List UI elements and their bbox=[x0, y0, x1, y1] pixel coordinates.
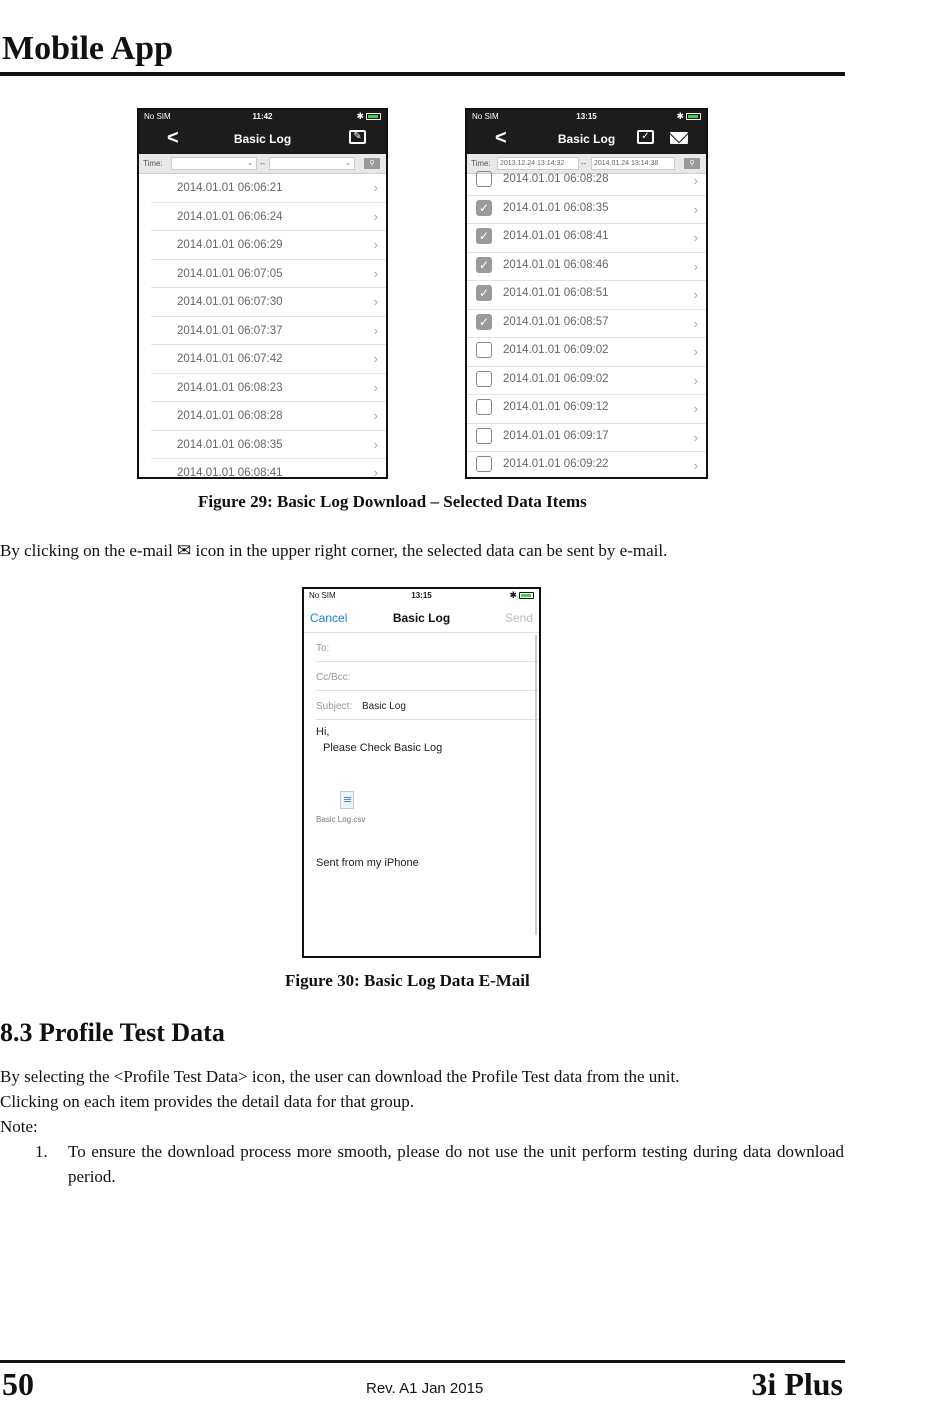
status-bar bbox=[467, 110, 706, 124]
chevron-right-icon: › bbox=[373, 436, 378, 452]
revision-label: Rev. A1 Jan 2015 bbox=[366, 1380, 484, 1397]
subject-field[interactable] bbox=[316, 691, 539, 720]
cc-label: Cc/Bcc: bbox=[316, 672, 351, 683]
battery-icon bbox=[366, 113, 381, 120]
nav-bar bbox=[467, 124, 706, 154]
nav-title: Basic Log bbox=[557, 132, 616, 146]
bluetooth-icon: ✱ bbox=[356, 111, 364, 121]
section-line-2: Clicking on each item provides the detail data for that group. bbox=[0, 1092, 415, 1111]
select-all-icon[interactable]: ✓ bbox=[637, 130, 654, 144]
time-label: Time: bbox=[471, 159, 491, 168]
log-entry-date: 2014.01.01 06:06:24 bbox=[177, 210, 283, 223]
chevron-down-icon: ⌄ bbox=[247, 160, 253, 167]
subject-value: Basic Log bbox=[362, 701, 406, 712]
cancel-button[interactable]: Cancel bbox=[310, 611, 348, 625]
battery-icon bbox=[686, 113, 701, 120]
log-entry-date: 2014.01.01 06:08:35 bbox=[503, 201, 609, 214]
chevron-right-icon: › bbox=[373, 294, 378, 309]
log-entry-row[interactable] bbox=[467, 452, 706, 479]
chevron-right-icon: › bbox=[693, 458, 698, 473]
log-entry-row[interactable] bbox=[467, 395, 706, 424]
log-entry-row[interactable] bbox=[467, 224, 706, 253]
chevron-right-icon: › bbox=[693, 315, 698, 331]
unchecked-box-icon[interactable] bbox=[476, 171, 492, 187]
bluetooth-icon: ✱ bbox=[509, 590, 517, 600]
log-entry-date: 2014.01.01 06:08:28 bbox=[503, 173, 609, 185]
page-title: Mobile App bbox=[2, 30, 173, 67]
log-entry-row[interactable] bbox=[151, 317, 386, 346]
log-entry-date: 2014.01.01 06:07:37 bbox=[177, 324, 283, 337]
checked-box-icon[interactable]: ✓ bbox=[476, 314, 492, 330]
chevron-right-icon: › bbox=[373, 465, 378, 479]
section-heading: 8.3 Profile Test Data bbox=[0, 1018, 225, 1047]
unchecked-box-icon[interactable] bbox=[476, 371, 492, 387]
nav-title: Basic Log bbox=[233, 132, 292, 146]
log-entry-date: 2014.01.01 06:09:22 bbox=[503, 458, 609, 470]
signature: Sent from my iPhone bbox=[316, 857, 419, 869]
time-from-value: 2013.12.24 13:14:32 bbox=[500, 160, 565, 167]
checked-box-icon[interactable]: ✓ bbox=[476, 257, 492, 273]
chevron-right-icon: › bbox=[373, 237, 378, 252]
chevron-right-icon: › bbox=[693, 173, 698, 188]
unchecked-box-icon[interactable] bbox=[476, 342, 492, 358]
section-line-1: By selecting the <Profile Test Data> icon, the user can download the Profile Test data from the unit. bbox=[0, 1067, 680, 1086]
note-text: To ensure the download process more smooth, please do not use the unit perform testing during data download period. bbox=[68, 1142, 844, 1186]
checked-box-icon[interactable]: ✓ bbox=[476, 285, 492, 301]
page-number: 50 bbox=[2, 1366, 34, 1402]
chevron-down-icon: ⌄ bbox=[345, 160, 351, 167]
time-from-select[interactable] bbox=[171, 157, 257, 170]
log-entry-row[interactable] bbox=[151, 174, 386, 203]
log-entry-row[interactable] bbox=[151, 459, 386, 479]
clock: 13:15 bbox=[411, 591, 432, 600]
log-entry-row[interactable] bbox=[467, 281, 706, 310]
note-label: Note: bbox=[0, 1117, 38, 1136]
chevron-right-icon: › bbox=[373, 265, 378, 281]
to-label: To: bbox=[316, 643, 330, 654]
log-entry-date: 2014.01.01 06:08:57 bbox=[503, 315, 609, 328]
time-label: Time: bbox=[143, 159, 163, 168]
log-entry-row[interactable] bbox=[151, 345, 386, 374]
subject-label: Subject: bbox=[316, 701, 353, 712]
chevron-right-icon: › bbox=[373, 379, 378, 395]
search-icon[interactable]: ⚲ bbox=[684, 158, 700, 169]
log-entry-row[interactable] bbox=[151, 431, 386, 460]
time-filter-bar bbox=[139, 154, 386, 174]
chevron-right-icon: › bbox=[373, 180, 378, 195]
product-name: 3i Plus bbox=[751, 1366, 843, 1402]
log-entry-row[interactable] bbox=[467, 338, 706, 367]
chevron-right-icon: › bbox=[693, 201, 698, 217]
log-entry-date: 2014.01.01 06:08:41 bbox=[177, 467, 283, 479]
time-to-select[interactable] bbox=[269, 157, 355, 170]
log-entry-row[interactable] bbox=[151, 288, 386, 317]
chevron-right-icon: › bbox=[373, 208, 378, 224]
log-entry-row[interactable] bbox=[467, 253, 706, 282]
log-entry-date: 2014.01.01 06:09:12 bbox=[503, 401, 609, 413]
search-icon[interactable]: ⚲ bbox=[364, 158, 380, 169]
back-chevron-icon[interactable]: < bbox=[167, 127, 179, 149]
status-bar bbox=[139, 110, 386, 124]
chevron-right-icon: › bbox=[373, 322, 378, 338]
body-text: Please Check Basic Log bbox=[323, 742, 443, 754]
mail-title: Basic Log bbox=[392, 611, 451, 625]
battery-icon bbox=[519, 592, 534, 599]
chevron-right-icon: › bbox=[693, 230, 698, 245]
range-dash: -- bbox=[581, 159, 587, 168]
log-entry-row[interactable] bbox=[151, 402, 386, 431]
log-entry-date: 2014.01.01 06:07:30 bbox=[177, 296, 283, 308]
range-dash: -- bbox=[260, 159, 266, 168]
chevron-right-icon: › bbox=[693, 401, 698, 416]
carrier-label: No SIM bbox=[144, 112, 171, 121]
log-list bbox=[467, 167, 706, 479]
nav-bar bbox=[139, 124, 386, 154]
log-entry-row[interactable] bbox=[467, 424, 706, 453]
figure-29-caption: Figure 29: Basic Log Download – Selected Data Items bbox=[198, 492, 587, 511]
note-number: 1. bbox=[35, 1142, 48, 1161]
email-icon[interactable] bbox=[670, 132, 688, 144]
email-paragraph: By clicking on the e-mail ✉ icon in the upper right corner, the selected data can be sent by e-mail. bbox=[0, 541, 668, 560]
bluetooth-icon: ✱ bbox=[676, 111, 684, 121]
clock: 11:42 bbox=[252, 112, 273, 121]
chevron-right-icon: › bbox=[693, 429, 698, 445]
back-chevron-icon[interactable]: < bbox=[495, 127, 507, 149]
chevron-right-icon: › bbox=[693, 258, 698, 274]
log-entry-row[interactable] bbox=[151, 231, 386, 260]
log-entry-date: 2014.01.01 06:08:28 bbox=[177, 410, 283, 422]
log-list bbox=[139, 174, 386, 479]
attachment-name[interactable]: Basic Log.csv bbox=[316, 815, 366, 824]
carrier-label: No SIM bbox=[472, 112, 499, 121]
log-entry-row[interactable] bbox=[151, 260, 386, 289]
greeting: Hi, bbox=[316, 726, 330, 738]
chevron-right-icon: › bbox=[693, 344, 698, 359]
log-entry-row[interactable] bbox=[151, 374, 386, 403]
log-entry-date: 2014.01.01 06:08:51 bbox=[503, 287, 609, 299]
status-bar bbox=[304, 589, 539, 603]
mail-header bbox=[304, 603, 539, 633]
chevron-right-icon: › bbox=[373, 408, 378, 423]
time-to-value: 2014.01.24 13:14:38 bbox=[594, 160, 659, 167]
log-entry-row[interactable] bbox=[467, 310, 706, 339]
carrier-label: No SIM bbox=[309, 591, 336, 600]
to-field[interactable] bbox=[316, 633, 539, 662]
log-entry-date: 2014.01.01 06:07:05 bbox=[177, 267, 283, 280]
mail-body[interactable] bbox=[304, 720, 539, 958]
phone-screenshot-basic-log-selected bbox=[465, 108, 708, 479]
chevron-right-icon: › bbox=[373, 351, 378, 366]
log-entry-date: 2014.01.01 06:08:46 bbox=[503, 258, 609, 271]
header-divider bbox=[0, 72, 845, 76]
chevron-right-icon: › bbox=[693, 287, 698, 302]
log-entry-date: 2014.01.01 06:09:02 bbox=[503, 372, 609, 385]
log-entry-date: 2014.01.01 06:07:42 bbox=[177, 353, 283, 365]
edit-icon[interactable]: ✎ bbox=[349, 130, 366, 144]
footer-divider bbox=[0, 1360, 845, 1363]
unchecked-box-icon[interactable] bbox=[476, 428, 492, 444]
log-entry-date: 2014.01.01 06:08:35 bbox=[177, 438, 283, 451]
log-entry-date: 2014.01.01 06:09:02 bbox=[503, 344, 609, 356]
cc-field[interactable] bbox=[316, 662, 539, 691]
log-entry-date: 2014.01.01 06:06:21 bbox=[177, 182, 283, 194]
log-entry-row[interactable] bbox=[467, 367, 706, 396]
unchecked-box-icon[interactable] bbox=[476, 456, 492, 472]
checked-box-icon[interactable]: ✓ bbox=[476, 200, 492, 216]
csv-file-icon[interactable] bbox=[340, 791, 354, 809]
chevron-right-icon: › bbox=[693, 372, 698, 388]
log-entry-date: 2014.01.01 06:09:17 bbox=[503, 429, 609, 442]
log-entry-row[interactable] bbox=[467, 167, 706, 196]
checked-box-icon[interactable]: ✓ bbox=[476, 228, 492, 244]
phone-screenshot-email bbox=[302, 587, 541, 958]
log-entry-date: 2014.01.01 06:08:23 bbox=[177, 381, 283, 394]
scrollbar[interactable] bbox=[535, 635, 537, 935]
phone-screenshot-basic-log bbox=[137, 108, 388, 479]
send-button[interactable]: Send bbox=[504, 611, 533, 625]
log-entry-date: 2014.01.01 06:06:29 bbox=[177, 239, 283, 251]
log-entry-row[interactable] bbox=[151, 203, 386, 232]
log-entry-row[interactable] bbox=[467, 196, 706, 225]
figure-30-caption: Figure 30: Basic Log Data E-Mail bbox=[285, 971, 530, 990]
log-entry-date: 2014.01.01 06:08:41 bbox=[503, 230, 609, 242]
clock: 13:15 bbox=[576, 112, 597, 121]
unchecked-box-icon[interactable] bbox=[476, 399, 492, 415]
